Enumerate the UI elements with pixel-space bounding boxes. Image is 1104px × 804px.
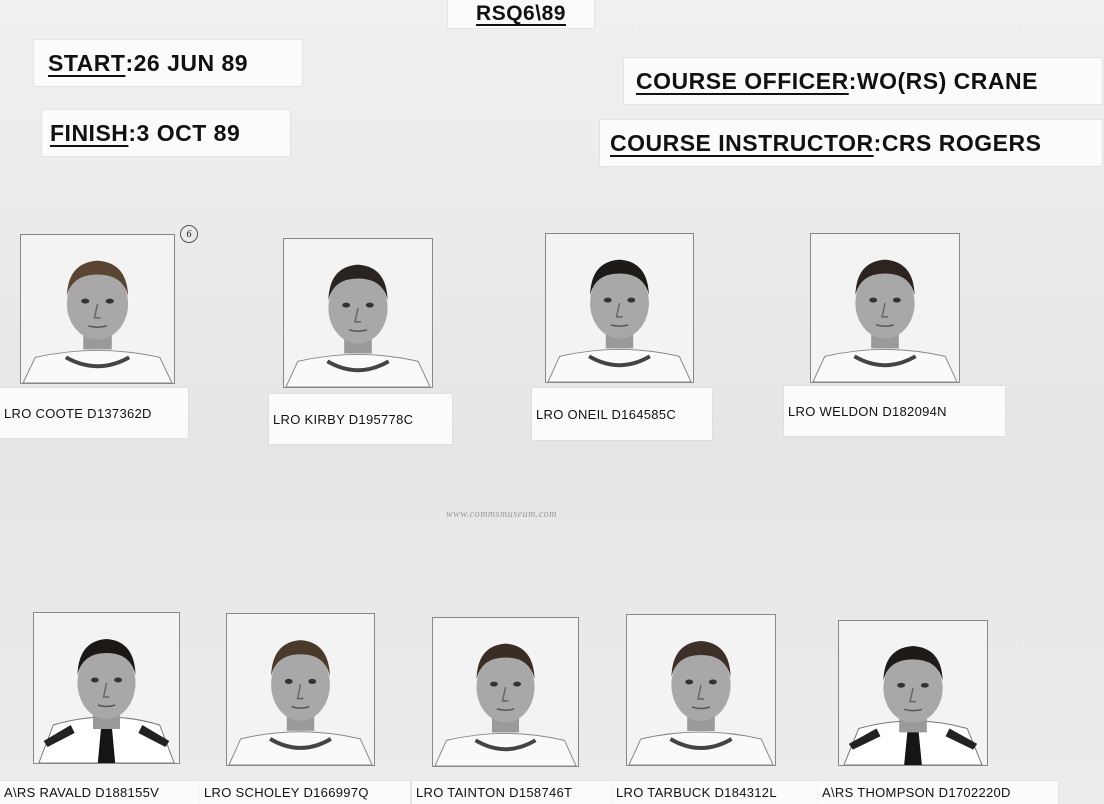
course-officer-value: :WO(RS) CRANE	[848, 67, 1038, 94]
portrait-illustration	[546, 234, 693, 382]
name-label: A\RS RAVALD D188155V	[0, 781, 200, 804]
margin-circled-mark: 6	[180, 225, 198, 243]
watermark-text: www.commsmuseum.com	[446, 509, 557, 520]
portrait-photo	[432, 617, 579, 767]
portrait-illustration	[433, 618, 578, 766]
course-code: RSQ6\89	[476, 2, 566, 25]
course-instructor-value: :CRS ROGERS	[873, 129, 1042, 156]
portrait-photo	[545, 233, 694, 383]
course-instructor-label-text: COURSE INSTRUCTOR	[610, 129, 874, 156]
course-officer-label	[624, 58, 1102, 104]
finish-date-label	[42, 110, 290, 156]
portrait-illustration	[839, 621, 987, 765]
portrait-photo	[283, 238, 433, 388]
course-instructor-label	[600, 120, 1102, 166]
name-label: LRO TAINTON D158746T	[412, 781, 612, 804]
portrait-photo	[838, 620, 988, 766]
portrait-photo	[626, 614, 776, 766]
course-code-label	[448, 0, 594, 28]
name-label: LRO COOTE D137362D	[0, 388, 188, 438]
start-date-value: :26 JUN 89	[125, 49, 249, 76]
portrait-illustration	[227, 614, 374, 765]
portrait-illustration	[34, 613, 179, 763]
name-label: LRO SCHOLEY D166997Q	[200, 781, 410, 804]
finish-label-text: FINISH	[50, 119, 129, 146]
portrait-photo	[226, 613, 375, 766]
course-officer-label-text: COURSE OFFICER	[636, 67, 849, 94]
portrait-photo	[33, 612, 180, 764]
portrait-illustration	[21, 235, 174, 383]
start-label-text: START	[48, 49, 126, 76]
portrait-illustration	[811, 234, 959, 382]
name-label: LRO KIRBY D195778C	[269, 394, 452, 444]
portrait-illustration	[284, 239, 432, 387]
name-label: LRO WELDON D182094N	[784, 386, 1005, 436]
portrait-photo	[20, 234, 175, 384]
name-label: LRO TARBUCK D184312L	[612, 781, 818, 804]
portrait-photo	[810, 233, 960, 383]
finish-date-value: :3 OCT 89	[128, 119, 241, 146]
start-date-label	[34, 40, 302, 86]
name-label: LRO ONEIL D164585C	[532, 388, 712, 440]
name-label: A\RS THOMPSON D1702220D	[818, 781, 1058, 804]
portrait-illustration	[627, 615, 775, 765]
